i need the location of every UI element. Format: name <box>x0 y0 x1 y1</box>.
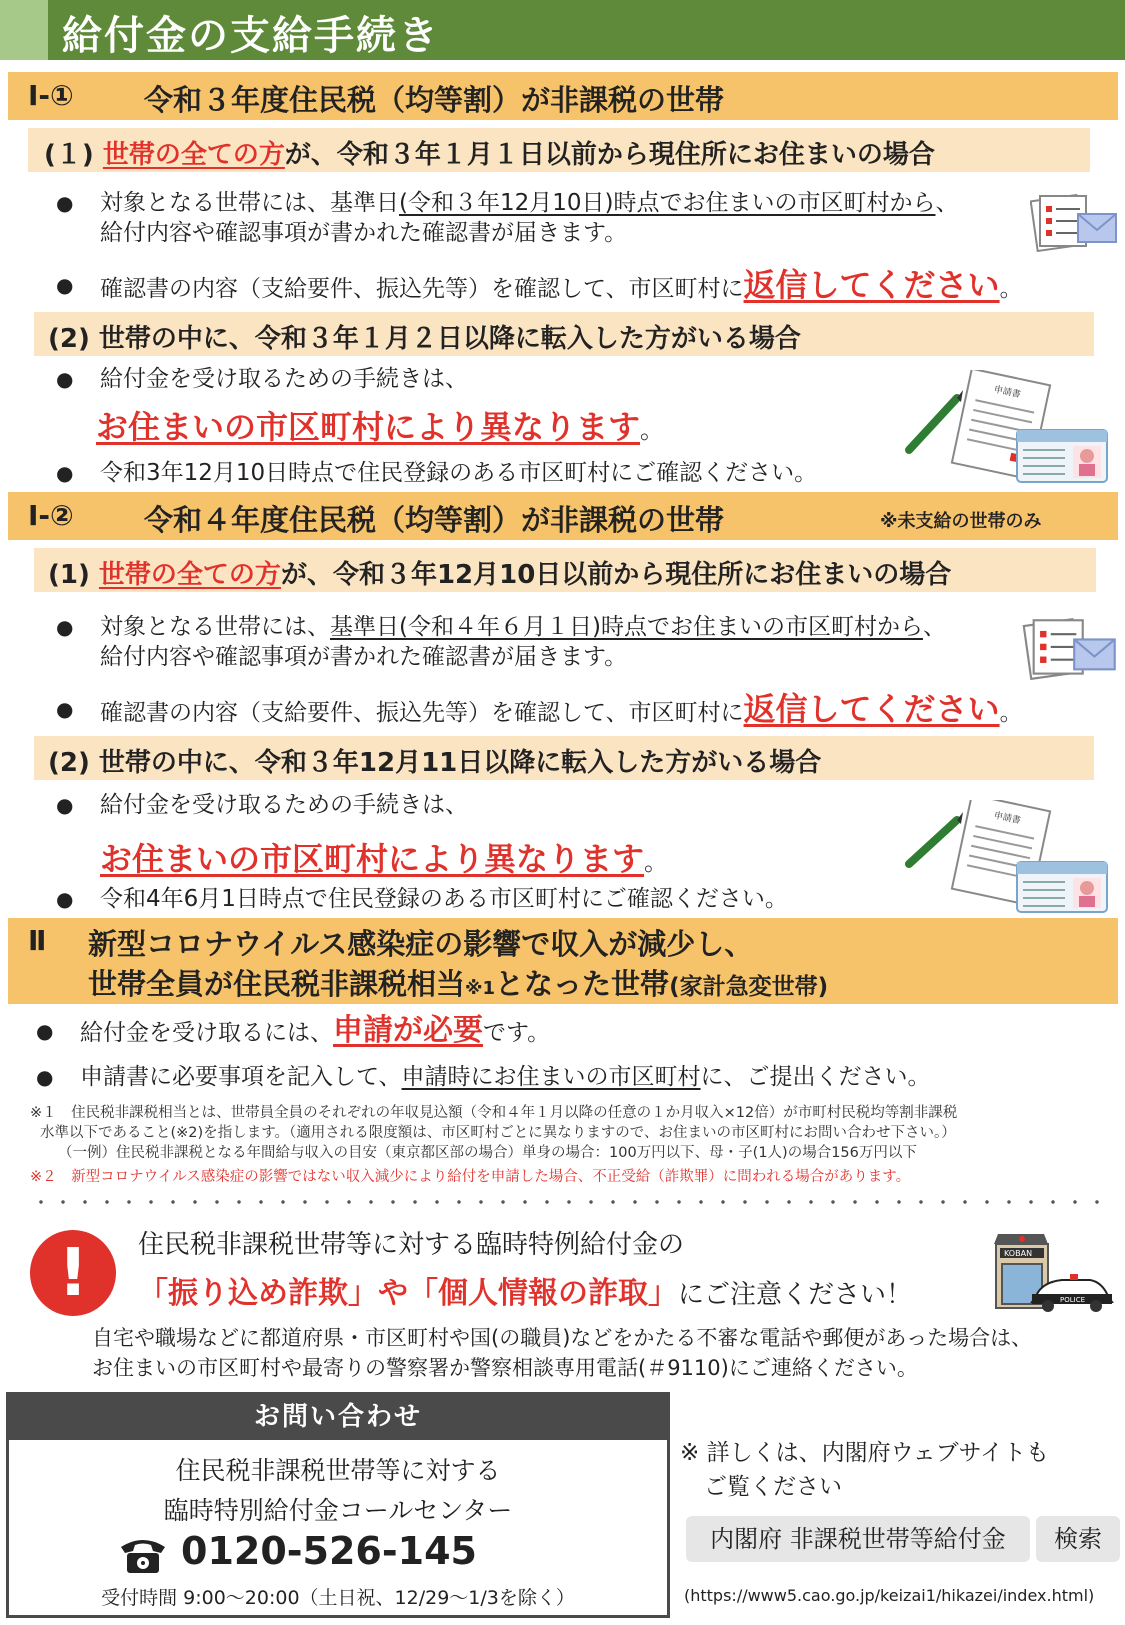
phone-number[interactable]: 0120-526-145 <box>181 1529 477 1573</box>
section-2-sub2-header: (2) 世帯の中に、令和３年12月11日以降に転入した方がいる場合 <box>34 736 1094 780</box>
list-item: ● 確認書の内容（支給要件、振込先等）を確認して、市区町村に返信してください。 <box>56 266 1023 304</box>
section-2-sub1-header: (1) 世帯の全ての方が、令和３年12月10日以前から現住所にお住まいの場合 <box>34 548 1096 592</box>
footnote-2: ※２ 新型コロナウイルス感染症の影響ではない収入減少により給付を申請した場合、不正受給（詐欺罪）に問われる場合があります。 <box>30 1169 911 1185</box>
footnote-1-line-2: 水準以下であること(※2)を指します。（適用される限度額は、市区町村ごとに異なりますので、お住まいの市区町村にお問い合わせ下さい。） <box>40 1125 956 1141</box>
warning-line-1: 住民税非課税世帯等に対する臨時特例給付金の <box>138 1230 685 1260</box>
document-stack-icon <box>1030 192 1120 252</box>
list-item: ● 給付金を受け取るための手続きは、 <box>56 792 468 818</box>
svg-text:申請書: 申請書 <box>992 810 1022 827</box>
title-accent <box>0 0 48 60</box>
search-button[interactable]: 検索 <box>1036 1516 1120 1562</box>
website-url[interactable]: (https://www5.cao.go.jp/keizai1/hikazei/index.html) <box>684 1586 1095 1605</box>
svg-text:申請書: 申請書 <box>992 384 1022 401</box>
list-item: ● 給付金を受け取るには、申請が必要です。 <box>36 1013 551 1048</box>
emphasis-text: お住まいの市区町村により異なります。 <box>96 408 665 446</box>
warning-line-2: 「振り込め詐欺」や「個人情報の詐取」にご注意ください！ <box>138 1276 913 1311</box>
list-item: ● 対象となる世帯には、基準日(令和４年６月１日)時点でお住まいの市区町村から、 給付内容や確認事項が書かれた確認書が届きます。 <box>56 614 946 670</box>
police-box-icon <box>986 1226 1116 1316</box>
section-1-sub2-header: (2) 世帯の中に、令和３年１月２日以降に転入した方がいる場合 <box>34 312 1094 356</box>
section-2-header: Ⅰ-② 令和４年度住民税（均等割）が非課税の世帯 ※未支給の世帯のみ <box>8 492 1118 540</box>
page-title: 給付金の支給手続き <box>62 13 440 59</box>
list-item: ● 令和4年6月1日時点で住民登録のある市区町村にご確認ください。 <box>56 886 788 912</box>
web-note-line-1: ※ 詳しくは、内閣府ウェブサイトも <box>680 1440 1050 1466</box>
list-item: ● 対象となる世帯には、基準日(令和３年12月10日)時点でお住まいの市区町村から、 給付内容や確認事項が書かれた確認書が届きます。 <box>56 190 959 246</box>
telephone-icon <box>117 1533 169 1577</box>
warning-body-1: 自宅や職場などに都道府県・市区町村や国(の職員)などをかたる不審な電話や郵便があった場合は、 <box>92 1326 1033 1350</box>
list-item: ● 確認書の内容（支給要件、振込先等）を確認して、市区町村に返信してください。 <box>56 690 1023 728</box>
contact-line-1: 住民税非課税世帯等に対する <box>175 1456 501 1485</box>
document-stack-icon <box>1022 616 1120 680</box>
sub1-number: (１) <box>44 140 94 170</box>
svg-text:POLICE: POLICE <box>1060 1296 1086 1304</box>
contact-box <box>6 1392 670 1618</box>
contact-line-2: 臨時特別給付金コールセンター <box>163 1496 513 1525</box>
emphasis-text: お住まいの市区町村により異なります。 <box>100 840 669 878</box>
list-item: ● 給付金を受け取るための手続きは、 <box>56 366 468 392</box>
warning-icon: ! <box>30 1230 116 1316</box>
search-query[interactable]: 内閣府 非課税世帯等給付金 <box>686 1516 1030 1562</box>
section-1-title: 令和３年度住民税（均等割）が非課税の世帯 <box>144 83 725 117</box>
title-bar <box>0 0 1125 60</box>
footnote-1-line-1: ※１ 住民税非課税相当とは、世帯員全員のそれぞれの年収見込額（令和４年１月以降の任意の１か月収入×12倍）が市町村民税均等割非課税 <box>30 1105 958 1121</box>
section-1-number: Ⅰ-① <box>28 79 74 112</box>
web-note-line-2: ご覧ください <box>704 1474 842 1500</box>
section-1-sub1-header <box>28 128 1090 172</box>
sub1-rest: が、令和３年１月１日以前から現住所にお住まいの場合 <box>284 140 935 170</box>
application-form-icon <box>905 800 1115 915</box>
list-item: ● 申請書に必要事項を記入して、申請時にお住まいの市区町村に、ご提出ください。 <box>36 1064 931 1090</box>
sub1-highlight: 世帯の全ての方 <box>102 140 285 170</box>
divider <box>30 1200 1100 1204</box>
warning-body-2: お住まいの市区町村や最寄りの警察署か警察相談専用電話(＃9110)にご連絡ください。 <box>92 1356 918 1380</box>
application-form-icon <box>905 370 1115 485</box>
contact-title: お問い合わせ <box>9 1395 667 1440</box>
svg-text:KOBAN: KOBAN <box>1004 1249 1033 1258</box>
section-3-header: Ⅱ 新型コロナウイルス感染症の影響で収入が減少し、 世帯全員が住民税非課税相当※1となった世帯(家計急変世帯) <box>8 918 1118 1004</box>
section-1-header <box>8 72 1118 120</box>
list-item: ● 令和3年12月10日時点で住民登録のある市区町村にご確認ください。 <box>56 460 818 486</box>
footnote-1-line-3: （一例）住民税非課税となる年間給与収入の目安（東京都区部の場合）単身の場合：100万円以下、母・子(1人)の場合156万円以下 <box>58 1145 917 1161</box>
contact-hours: 受付時間 9:00～20:00（土日祝、12/29～1/3を除く） <box>101 1587 575 1609</box>
